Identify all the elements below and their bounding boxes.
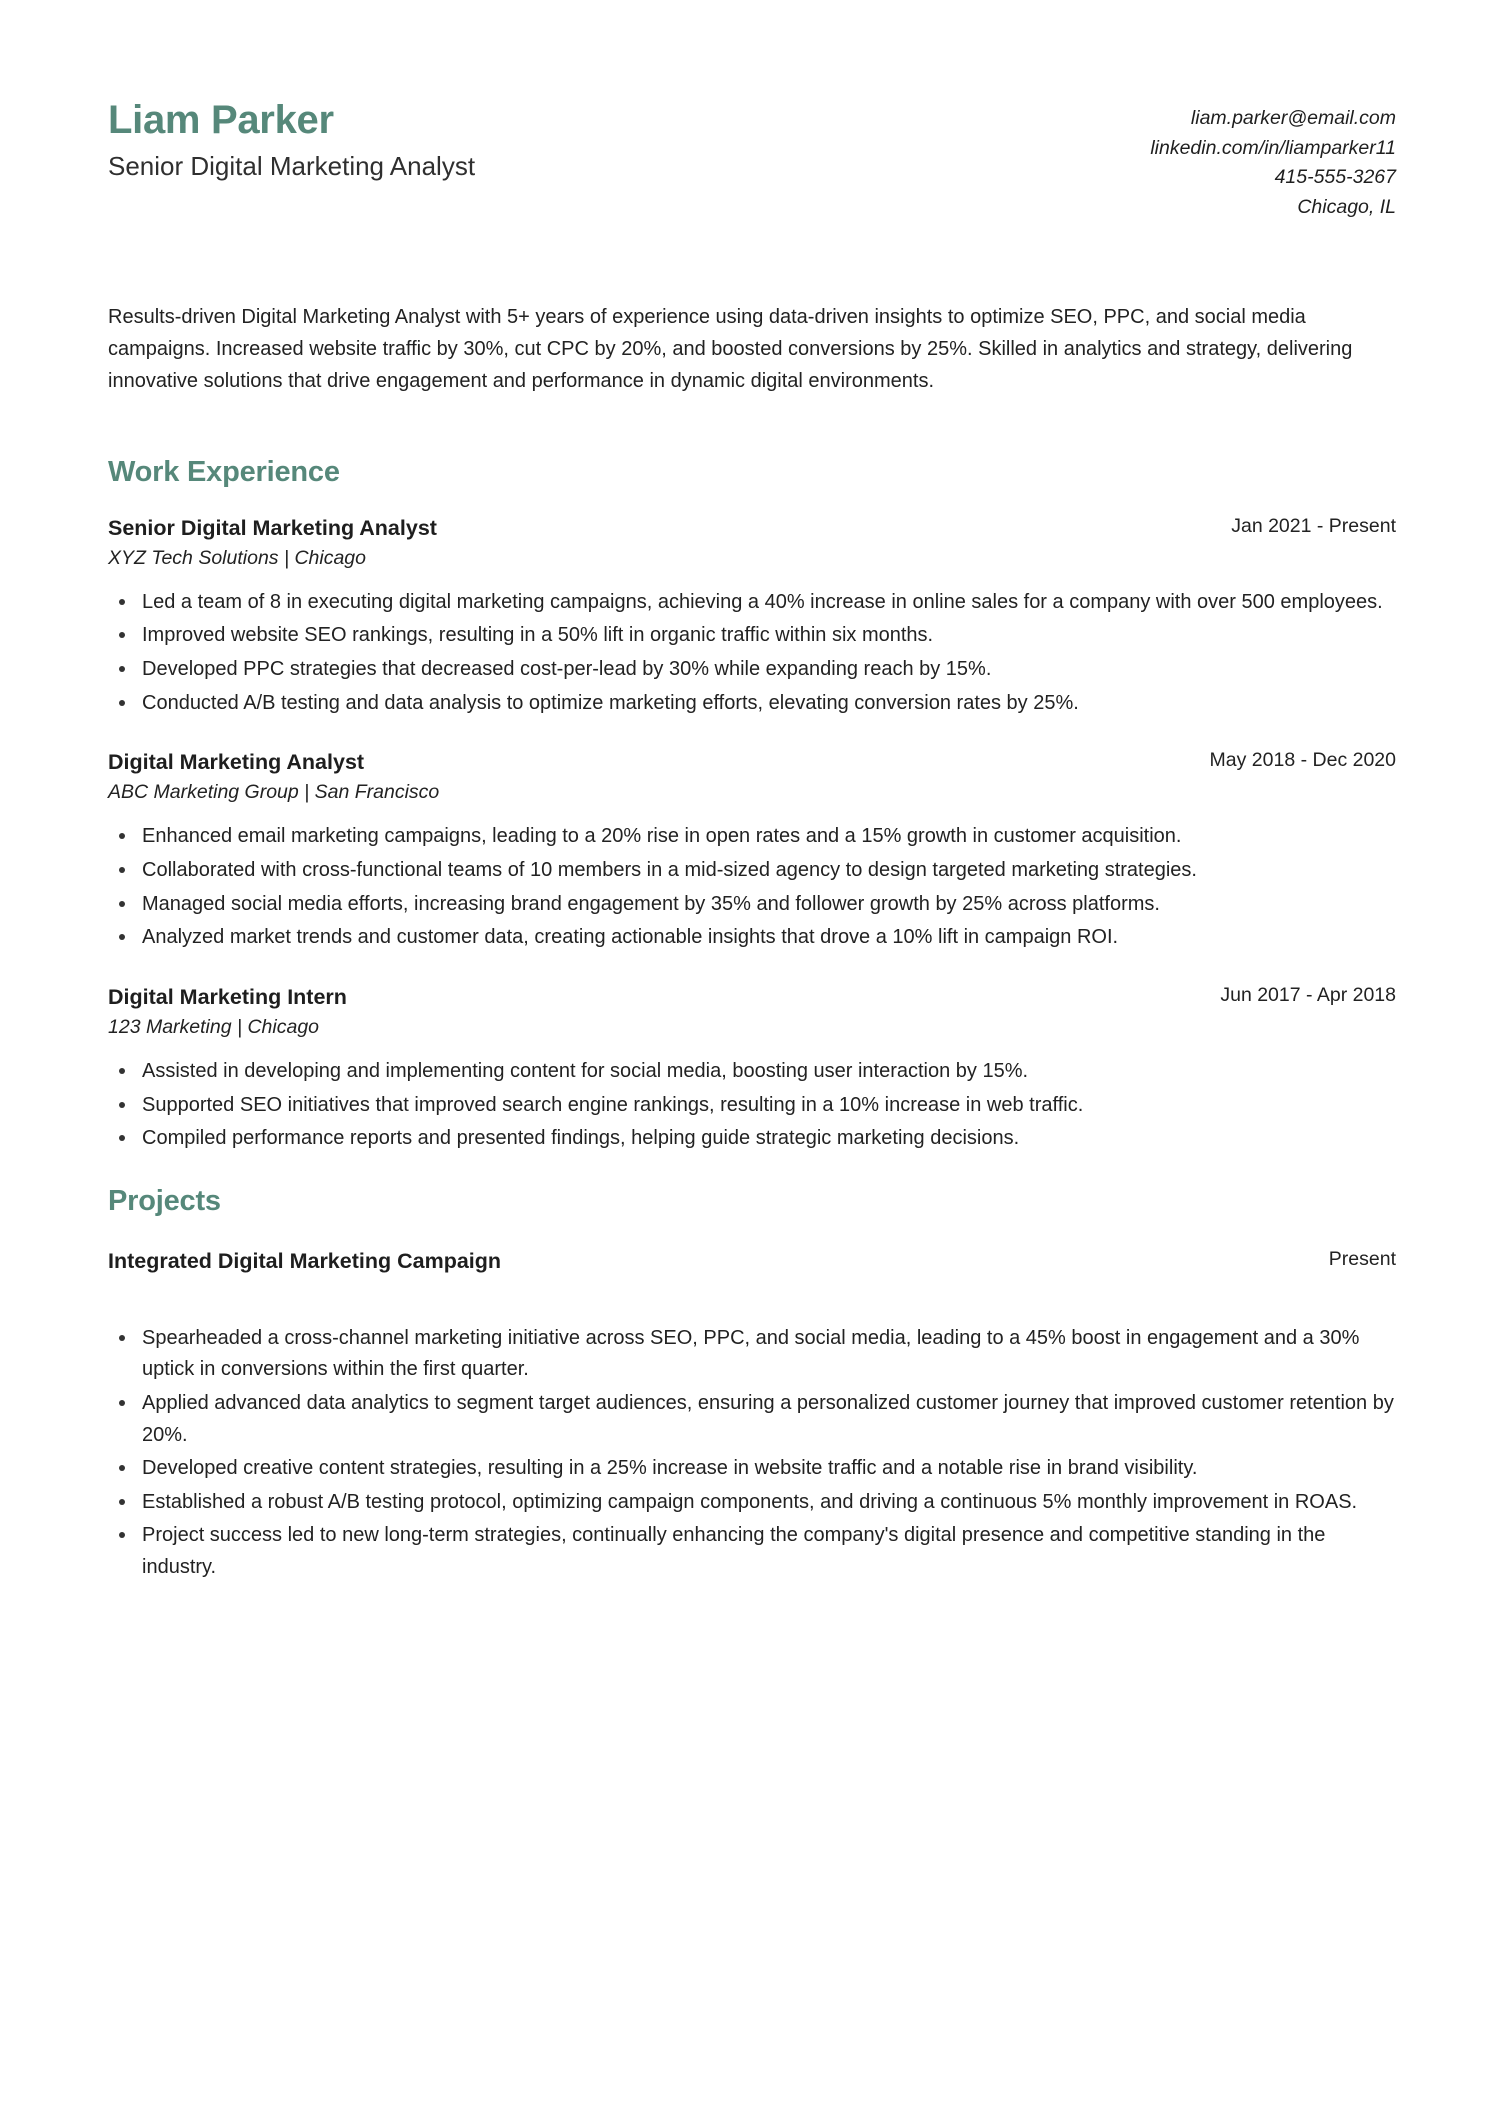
list-item: Project success led to new long-term strategies, continually enhancing the company's digital presence and competitive standing in the industry. (108, 1520, 1396, 1583)
experience-job-title: Digital Marketing Intern (108, 984, 347, 1009)
list-item: Developed creative content strategies, resulting in a 25% increase in website traffic and a notable rise in brand visibility. (108, 1453, 1396, 1485)
experience-entry-head (108, 749, 1396, 776)
section-heading-projects: Projects (108, 1184, 221, 1217)
experience-company-location: 123 Marketing | Chicago (108, 1015, 320, 1038)
project-entry (108, 1248, 1396, 1584)
list-item: Compiled performance reports and presented findings, helping guide strategic marketing decisions. (108, 1123, 1396, 1155)
list-item: Spearheaded a cross-channel marketing initiative across SEO, PPC, and social media, leading to a 45% boost in engagement and a 30% uptick in conversions within the first quarter. (108, 1323, 1396, 1386)
experience-bullet-list (108, 821, 1396, 953)
list-item: Developed PPC strategies that decreased cost-per-lead by 30% while expanding reach by 15%. (108, 654, 1396, 686)
contact-block (1150, 96, 1396, 223)
list-item: Applied advanced data analytics to segment target audiences, ensuring a personalized customer journey that improved customer retention by 20%. (108, 1388, 1396, 1451)
professional-summary: Results-driven Digital Marketing Analyst with 5+ years of experience using data-driven insights to optimize SEO, PPC, and social media campaigns. Increased website traffic by 30%, cut CPC by 20%, and boosted conversions by 25%. Skilled in analytics and strategy, delivering innovative solutions that drive engagement and performance in dynamic digital environments. (108, 305, 1353, 393)
experience-entry-head (108, 984, 1396, 1011)
projects-section (108, 1185, 1396, 1584)
experience-date-range: May 2018 - Dec 2020 (1209, 749, 1396, 772)
work-experience-section (108, 456, 1396, 1155)
work-experience-entries (108, 515, 1396, 1155)
experience-job-title: Digital Marketing Analyst (108, 750, 365, 775)
contact-linkedin[interactable]: linkedin.com/in/liamparker11 (1150, 136, 1396, 159)
list-item: Enhanced email marketing campaigns, leading to a 20% rise in open rates and a 15% growth in customer acquisition. (108, 821, 1396, 853)
project-date: Present (1328, 1247, 1396, 1270)
project-entry-head (108, 1248, 1396, 1275)
experience-date-range: Jun 2017 - Apr 2018 (1220, 983, 1396, 1006)
list-item: Led a team of 8 in executing digital marketing campaigns, achieving a 40% increase in online sales for a company with over 500 employees. (108, 587, 1396, 619)
experience-entry (108, 515, 1396, 720)
candidate-name: Liam Parker (108, 98, 334, 142)
list-item: Supported SEO initiatives that improved search engine rankings, resulting in a 10% increase in web traffic. (108, 1090, 1396, 1122)
experience-entry-head (108, 515, 1396, 542)
list-item: Improved website SEO rankings, resulting in a 50% lift in organic traffic within six months. (108, 620, 1396, 652)
experience-company-location: ABC Marketing Group | San Francisco (108, 781, 440, 804)
experience-job-title: Senior Digital Marketing Analyst (108, 515, 437, 540)
experience-entry (108, 749, 1396, 954)
list-item: Analyzed market trends and customer data, creating actionable insights that drove a 10% lift in campaign ROI. (108, 922, 1396, 954)
resume-header (108, 96, 1396, 223)
project-title: Integrated Digital Marketing Campaign (108, 1248, 502, 1273)
candidate-title: Senior Digital Marketing Analyst (108, 151, 476, 181)
experience-entry (108, 984, 1396, 1155)
experience-bullet-list (108, 587, 1396, 719)
list-item: Established a robust A/B testing protocol, optimizing campaign components, and driving a continuous 5% monthly improvement in ROAS. (108, 1487, 1396, 1519)
list-item: Conducted A/B testing and data analysis to optimize marketing efforts, elevating conversion rates by 25%. (108, 688, 1396, 720)
section-heading-work-experience: Work Experience (108, 455, 340, 488)
contact-phone[interactable]: 415-555-3267 (1274, 166, 1396, 189)
experience-bullet-list (108, 1056, 1396, 1155)
header-identity (108, 96, 475, 182)
list-item: Collaborated with cross-functional teams of 10 members in a mid-sized agency to design targeted marketing strategies. (108, 855, 1396, 887)
contact-email[interactable]: liam.parker@email.com (1190, 107, 1396, 129)
experience-date-range: Jan 2021 - Present (1231, 514, 1396, 537)
experience-company-location: XYZ Tech Solutions | Chicago (108, 546, 366, 569)
list-item: Assisted in developing and implementing content for social media, boosting user interaction by 15%. (108, 1056, 1396, 1088)
contact-location: Chicago, IL (1297, 195, 1396, 218)
list-item: Managed social media efforts, increasing brand engagement by 35% and follower growth by 25% across platforms. (108, 889, 1396, 921)
project-bullet-list (108, 1323, 1396, 1584)
